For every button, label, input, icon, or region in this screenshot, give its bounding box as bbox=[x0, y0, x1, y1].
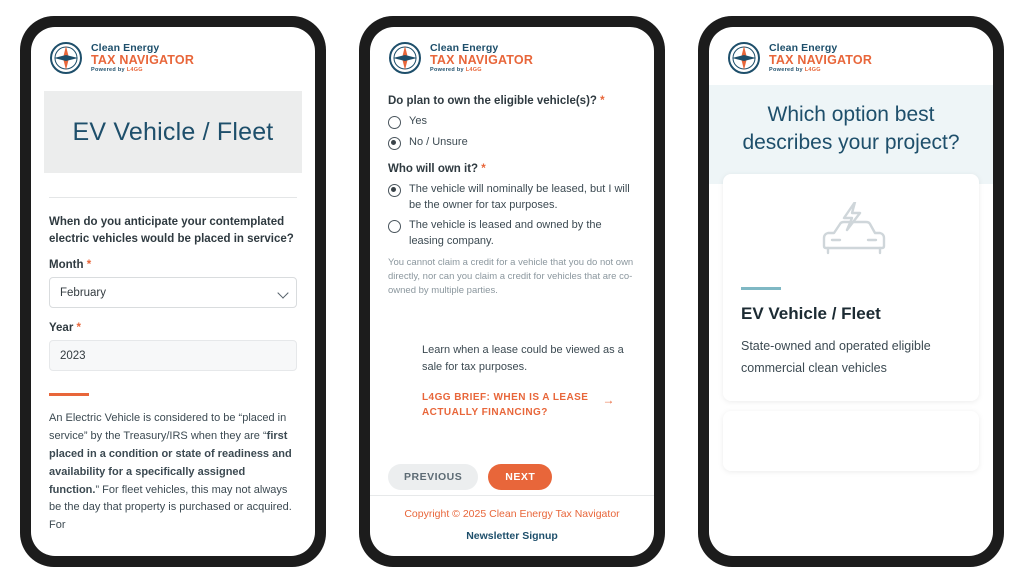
info-note-part-1: An Electric Vehicle is considered to be “placed in service” by the Treasury/IRS when they are “ bbox=[49, 412, 287, 443]
month-label: Month * bbox=[49, 259, 92, 272]
lease-info-card bbox=[388, 342, 636, 420]
compass-rose-icon bbox=[727, 41, 761, 75]
lease-brief-link[interactable] bbox=[422, 391, 615, 420]
month-select-value: February bbox=[60, 286, 107, 299]
page-title: EV Vehicle / Fleet bbox=[72, 117, 274, 146]
required-marker: * bbox=[86, 259, 92, 272]
page-title: Which option best describes your project? bbox=[742, 103, 960, 154]
helper-text: You cannot claim a credit for a vehicle that you do not own directly, nor can you claim a credit for vehicles that are co-owned by multiple parties. bbox=[388, 256, 634, 297]
radio-option-no-unsure[interactable] bbox=[388, 135, 636, 151]
year-input[interactable] bbox=[49, 340, 297, 371]
question-text: When do you anticipate your contemplated electric vehicles would be placed in service? bbox=[49, 216, 294, 245]
brand-text bbox=[769, 43, 872, 74]
radio-icon-selected bbox=[388, 184, 401, 197]
brand-header[interactable] bbox=[31, 27, 315, 85]
next-button[interactable]: NEXT bbox=[488, 464, 552, 490]
brand-header[interactable] bbox=[370, 27, 654, 85]
form-body bbox=[31, 198, 315, 535]
required-marker: * bbox=[600, 95, 605, 107]
info-note-bold: first placed in a condition or state of readiness and availability for a specifically assigned function. bbox=[49, 430, 292, 496]
radio-label: Yes bbox=[409, 115, 427, 127]
radio-label: The vehicle will nominally be leased, but I will be the owner for tax purposes. bbox=[409, 183, 630, 211]
brand-line-2: TAX NAVIGATOR bbox=[91, 52, 195, 67]
lease-brief-link-label: L4GG BRIEF: WHEN IS A LEASE ACTUALLY FINANCING? bbox=[422, 392, 589, 418]
radio-option-yes[interactable] bbox=[388, 114, 636, 130]
year-input-value: 2023 bbox=[60, 349, 86, 362]
chevron-down-icon bbox=[277, 288, 288, 299]
brand-line-3: Powered by L4GG bbox=[91, 66, 143, 73]
radio-option-leasing-company[interactable] bbox=[388, 218, 636, 249]
phone-screen-2 bbox=[370, 27, 654, 556]
radio-label: The vehicle is leased and owned by the leasing company. bbox=[409, 219, 602, 248]
year-label: Year * bbox=[49, 322, 81, 335]
brand-header[interactable] bbox=[709, 27, 993, 85]
option-card-ev-fleet[interactable] bbox=[723, 174, 979, 401]
lease-card-text: Learn when a lease could be viewed as a sale for tax purposes. bbox=[422, 344, 624, 373]
compass-rose-icon bbox=[388, 41, 422, 75]
copyright-text: Copyright © 2025 Clean Energy Tax Navigator bbox=[404, 508, 620, 520]
brand-text bbox=[91, 43, 194, 74]
brand-text bbox=[430, 43, 533, 74]
card-title: EV Vehicle / Fleet bbox=[741, 304, 881, 324]
radio-option-nominal-lease[interactable] bbox=[388, 182, 636, 213]
card-description: State-owned and operated eligible commercial clean vehicles bbox=[741, 339, 931, 375]
footer bbox=[370, 495, 654, 556]
form-body bbox=[370, 85, 654, 490]
electric-car-icon bbox=[814, 202, 888, 269]
newsletter-signup-link[interactable]: Newsletter Signup bbox=[466, 530, 558, 542]
radio-icon-selected bbox=[388, 137, 401, 150]
brand-line-3: Powered by L4GG bbox=[769, 66, 821, 73]
option-card-next[interactable] bbox=[723, 411, 979, 471]
info-note-part-2: ” For fleet vehicles, this may not always be the day that property is purchased or acquired. For bbox=[49, 483, 292, 532]
phone-screen-3 bbox=[709, 27, 993, 556]
teal-rule bbox=[741, 287, 781, 290]
brand-line-3: Powered by L4GG bbox=[430, 66, 482, 73]
card-icon-wrap bbox=[741, 192, 961, 287]
phone-frame-2 bbox=[359, 16, 665, 567]
compass-rose-icon bbox=[49, 41, 83, 75]
phone-frame-3 bbox=[698, 16, 1004, 567]
brand-line-2: TAX NAVIGATOR bbox=[769, 52, 873, 67]
month-select[interactable] bbox=[49, 277, 297, 308]
radio-label: No / Unsure bbox=[409, 135, 468, 148]
brand-line-2: TAX NAVIGATOR bbox=[430, 52, 534, 67]
orange-rule bbox=[49, 393, 89, 396]
brand-line-1: Clean Energy bbox=[91, 41, 160, 54]
required-marker: * bbox=[76, 322, 81, 335]
brand-line-1: Clean Energy bbox=[430, 41, 499, 54]
info-note bbox=[49, 410, 297, 535]
required-marker: * bbox=[481, 163, 486, 176]
arrow-right-icon: → bbox=[602, 393, 615, 408]
radio-icon bbox=[388, 116, 401, 129]
question-own-vehicle: Do plan to own the eligible vehicle(s)? * bbox=[388, 95, 605, 107]
radio-icon bbox=[388, 220, 401, 233]
nav-buttons bbox=[388, 464, 636, 490]
question-who-owns: Who will own it? * bbox=[388, 163, 486, 176]
hero-band bbox=[44, 91, 302, 173]
brand-line-1: Clean Energy bbox=[769, 41, 838, 54]
phone-frame-1 bbox=[20, 16, 326, 567]
hero-section bbox=[709, 85, 993, 184]
previous-button[interactable]: PREVIOUS bbox=[388, 464, 478, 490]
phone-screen-1 bbox=[31, 27, 315, 556]
